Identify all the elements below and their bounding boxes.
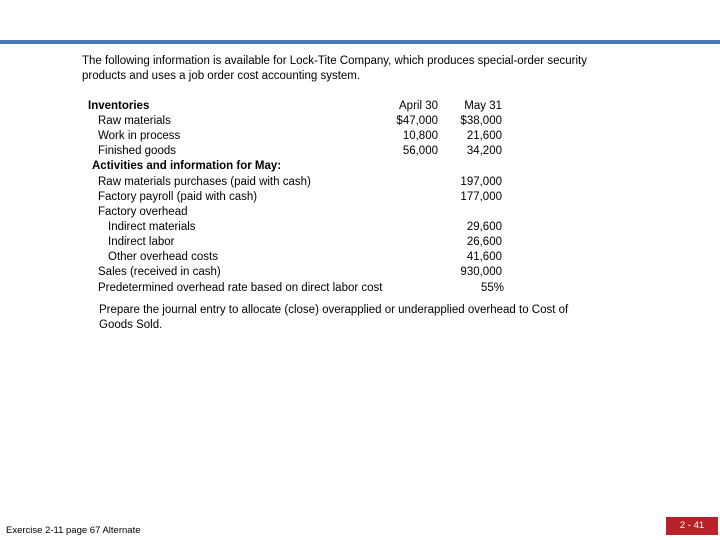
task-prompt-line-2: Goods Sold. [99,319,163,331]
activity-value-factory-payroll: 177,000 [460,191,502,203]
intro-line-2: products and uses a job order cost accounting system. [82,70,361,82]
page-number-badge: 2 - 41 [666,517,718,535]
overhead-value-other-costs: 41,600 [466,251,502,263]
overhead-label-indirect-materials: Indirect materials [108,221,196,233]
inventory-may-work-in-process: 21,600 [466,130,502,142]
top-accent-rule [0,40,720,44]
activity-label-overhead-rate: Predetermined overhead rate based on direct labor cost [98,282,383,294]
inventory-may-raw-materials: $38,000 [460,115,502,127]
inventory-label-finished-goods: Finished goods [98,145,176,157]
task-prompt [99,303,619,333]
activity-value-raw-purchases: 197,000 [460,176,502,188]
overhead-value-indirect-materials: 29,600 [466,221,502,233]
activity-label-sales: Sales (received in cash) [98,266,221,278]
overhead-label-indirect-labor: Indirect labor [108,236,175,248]
col-header-may: May 31 [464,100,502,112]
task-prompt-line-1: Prepare the journal entry to allocate (close) overapplied or underapplied overhead to Cost of [99,304,569,316]
inventories-heading: Inventories [88,100,150,112]
activity-label-factory-overhead: Factory overhead [98,206,188,218]
activity-label-raw-purchases: Raw materials purchases (paid with cash) [98,176,311,188]
inventory-label-raw-materials: Raw materials [98,115,171,127]
activities-heading: Activities and information for May: [92,160,282,172]
footer-source-note: Exercise 2-11 page 67 Alternate [6,525,141,536]
intro-line-1: The following information is available for Lock-Tite Company, which produces special-order security [82,55,587,67]
col-header-april: April 30 [399,100,438,112]
overhead-value-indirect-labor: 26,600 [466,236,502,248]
intro-paragraph [82,54,642,84]
overhead-label-other-costs: Other overhead costs [108,251,218,263]
activity-value-overhead-rate: 55% [480,282,504,294]
inventory-may-finished-goods: 34,200 [466,145,502,157]
activity-label-factory-payroll: Factory payroll (paid with cash) [98,191,258,203]
inventory-label-work-in-process: Work in process [98,130,181,142]
inventory-april-work-in-process: 10,800 [402,130,438,142]
activity-value-sales: 930,000 [460,266,502,278]
inventory-april-raw-materials: $47,000 [396,115,438,127]
inventory-april-finished-goods: 56,000 [402,145,438,157]
